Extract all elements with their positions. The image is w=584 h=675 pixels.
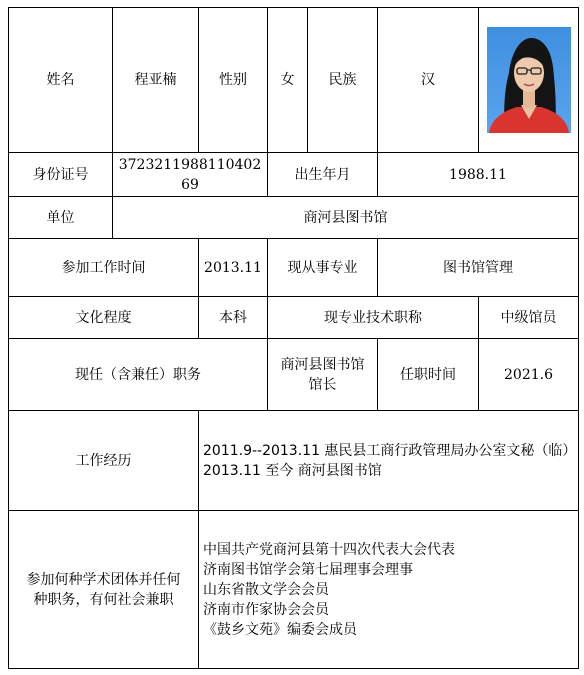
id-number-label: 身份证号	[9, 153, 113, 197]
table-row	[9, 8, 579, 153]
gender-value: 女	[268, 8, 308, 153]
tenure-label: 任职时间	[378, 339, 479, 411]
education-value: 本科	[199, 297, 268, 339]
position-value	[268, 339, 378, 411]
table-row	[9, 239, 579, 297]
unit-value: 商河县图书馆	[113, 197, 579, 239]
education-label: 文化程度	[9, 297, 199, 339]
table-row	[9, 153, 579, 197]
society-line: 济南市作家协会会员	[203, 601, 329, 618]
portrait-photo	[487, 27, 571, 133]
table-row	[9, 511, 579, 669]
position-value-line: 馆长	[308, 376, 337, 393]
specialty-value: 图书馆管理	[378, 239, 579, 297]
society-membership-value	[199, 511, 579, 669]
work-experience-value	[199, 411, 579, 511]
gender-label: 性别	[199, 8, 268, 153]
work-experience-label: 工作经历	[9, 411, 199, 511]
birth-date-label: 出生年月	[268, 153, 378, 197]
table-row	[9, 197, 579, 239]
work-start-value: 2013.11	[199, 239, 268, 297]
society-line: 中国共产党商河县第十四次代表大会代表	[203, 541, 455, 558]
society-label-line: 参加何种学术团体并任何	[26, 571, 181, 588]
position-value-line: 商河县图书馆	[280, 356, 365, 373]
photo-cell	[479, 8, 579, 153]
specialty-label: 现从事专业	[268, 239, 378, 297]
society-line: 《鼓乡文苑》编委会成员	[203, 621, 357, 638]
professional-title-value: 中级馆员	[479, 297, 579, 339]
professional-title-label: 现专业技术职称	[268, 297, 479, 339]
name-label: 姓名	[9, 8, 113, 153]
name-value: 程亚楠	[113, 8, 199, 153]
id-number-value: 372321198811040269	[113, 153, 268, 197]
society-label-line: 种职务，有何社会兼职	[33, 591, 174, 608]
society-membership-label	[9, 511, 199, 669]
ethnicity-value: 汉	[378, 8, 479, 153]
tenure-value: 2021.6	[479, 339, 579, 411]
work-start-label: 参加工作时间	[9, 239, 199, 297]
personnel-info-table	[8, 7, 579, 669]
society-line: 济南图书馆学会第七届理事会理事	[203, 561, 413, 578]
ethnicity-label: 民族	[308, 8, 378, 153]
society-line: 山东省散文学会会员	[203, 581, 329, 598]
birth-date-value: 1988.11	[378, 153, 579, 197]
unit-label: 单位	[9, 197, 113, 239]
table-row	[9, 411, 579, 511]
position-label: 现任（含兼任）职务	[9, 339, 268, 411]
table-row	[9, 339, 579, 411]
experience-line: 2013.11 至今 商河县图书馆	[203, 462, 382, 479]
table-row	[9, 297, 579, 339]
experience-line: 2011.9--2013.11 惠民县工商行政管理局办公室文秘（临）	[203, 442, 577, 459]
